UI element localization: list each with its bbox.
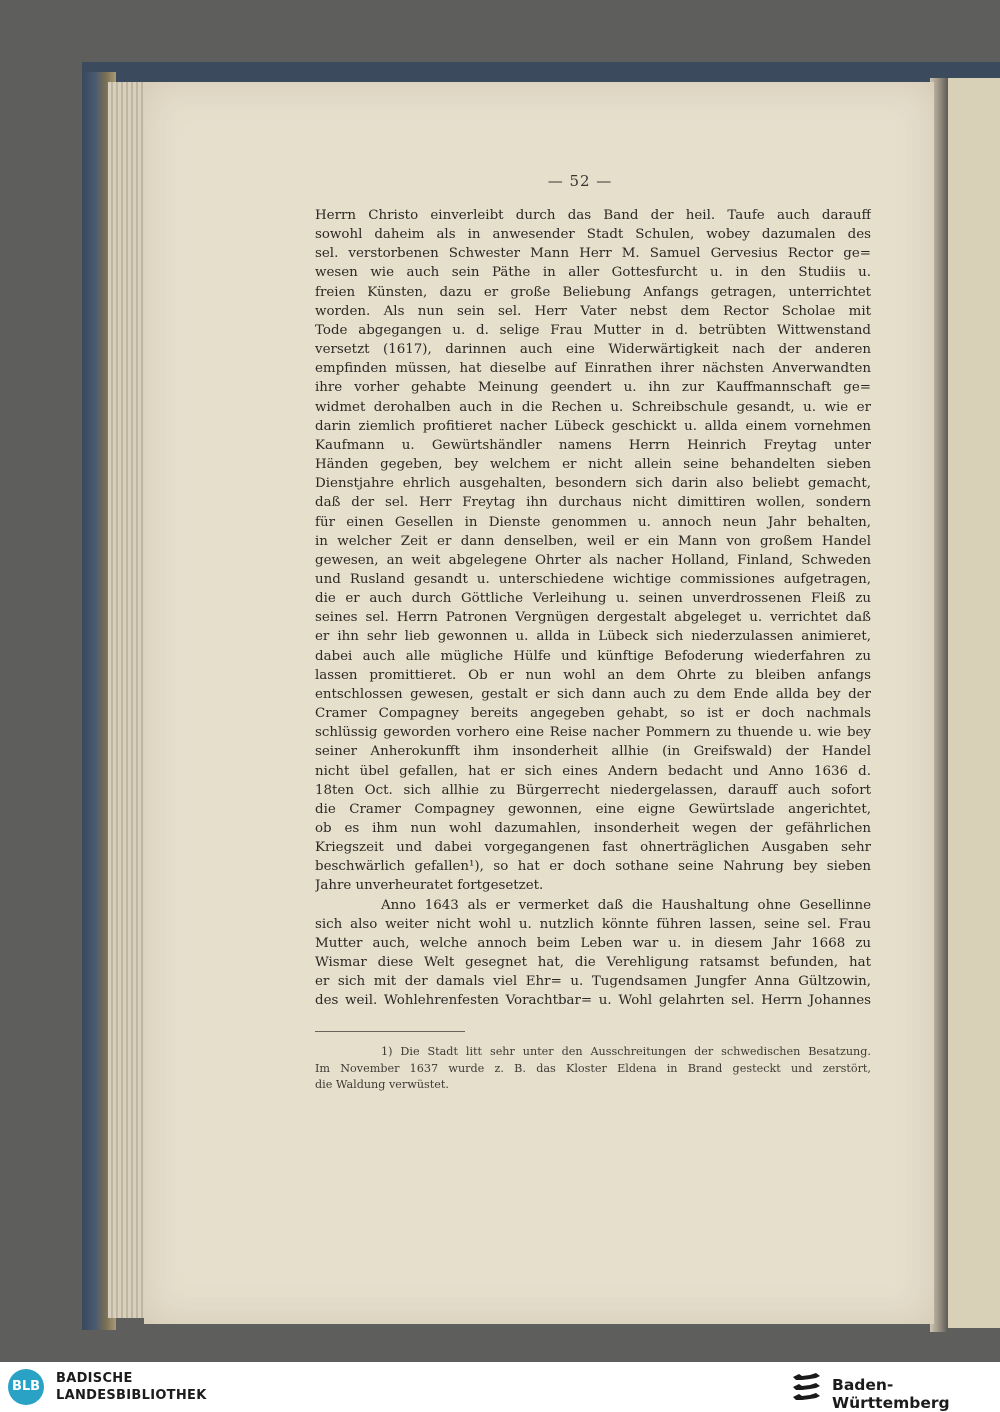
text-line: widmet derohalben auch in die Rechen u. Schreibschule gesandt, u. wie er xyxy=(315,399,871,415)
text-line: Dienstjahre ehrlich ausgehalten, besondern sich darin also beliebt gemacht, xyxy=(315,476,871,492)
text-line: wesen wie auch sein Päthe in aller Gottesfurcht u. in den Studiis u. xyxy=(315,265,871,281)
text-line: Kriegszeit und dabei vorgegangenen fast ohnerträglichen Ausgaben sehr xyxy=(315,840,871,856)
text-line: Mutter auch, welche annoch beim Leben war u. in diesem Jahr 1668 zu xyxy=(315,935,871,951)
text-line: lassen promittieret. Ob er nun wohl an dem Ohrte zu bleiben anfangs xyxy=(315,667,871,683)
text-line: des weil. Wohlehrenfesten Vorachtbar= u. Wohl gelahrten sel. Herrn Johannes xyxy=(315,993,871,1009)
text-line: schlüssig geworden vorhero eine Reise nacher Pommern zu thuende u. wie bey xyxy=(315,725,871,741)
blb-line-2: LANDESBIBLIOTHEK xyxy=(56,1388,207,1403)
text-line: seines sel. Herrn Patronen Vergnügen dergestalt abgeleget u. verrichtet daß xyxy=(315,610,871,626)
text-line: die Cramer Compagney gewonnen, eine eigne Gewürtslade angerichtet, xyxy=(315,801,871,817)
footnote-line: 1) Die Stadt litt sehr unter den Ausschreitungen der schwedischen Besatzung. xyxy=(381,1045,871,1058)
text-line: darin ziemlich profitieret nacher Lübeck geschickt u. allda einem vornehmen xyxy=(315,418,871,434)
text-line: empfinden müssen, hat dieselbe auf Einrathen ihrer nächsten Anverwandten xyxy=(315,361,871,377)
text-line: die er auch durch Göttliche Verleihung u. seinen unverdrossenen Fleiß zu xyxy=(315,591,871,607)
text-line: Händen gegeben, bey welchem er nicht allein seine behandelten sieben xyxy=(315,457,871,473)
text-line: ob es ihm nun wohl dazumahlen, insonderheit wegen der gefährlichen xyxy=(315,821,871,836)
blb-logo-icon[interactable]: BLB xyxy=(8,1369,44,1405)
footnote xyxy=(315,1044,871,1094)
text-line: Wismar diese Welt gesegnet hat, die Verehligung ratsamst befunden, hat xyxy=(315,955,871,971)
footer-bar xyxy=(0,1362,1000,1412)
text-line: für einen Gesellen in Dienste genommen u. annoch neun Jahr behalten, xyxy=(315,514,871,530)
blb-logo-text[interactable] xyxy=(56,1370,207,1404)
text-line: Cramer Compagney bereits angegeben gehabt, so ist er doch nachmals xyxy=(315,706,871,722)
text-line: ihre vorher gehabte Meinung geendert u. ihn zur Kauffmannschaft ge= xyxy=(315,380,871,396)
baden-wuerttemberg-label[interactable]: Baden-Württemberg xyxy=(832,1376,950,1412)
text-line: und Rusland gesandt u. unterschiedene wichtige commissiones aufgetragen, xyxy=(315,571,871,587)
text-line: versetzt (1617), darinnen auch eine Widerwärtigkeit nach der anderen xyxy=(315,342,871,358)
text-line: daß der sel. Herr Freytag ihn durchaus nicht dimittiren wollen, sondern xyxy=(315,495,871,511)
text-line: worden. Als nun sein sel. Herr Vater nebst dem Rector Scholae mit xyxy=(315,303,871,319)
text-line: sich also weiter nicht wohl u. nutzlich könnte führen lassen, seine sel. Frau xyxy=(315,916,871,932)
text-line: sowohl daheim als in anwesender Stadt Schulen, wobey dazumalen des xyxy=(315,227,871,243)
text-line: dabei auch alle mügliche Hülfe und künftige Befoderung wiederfahren zu xyxy=(315,648,871,664)
text-line: Jahre unverheuratet fortgesetzet. xyxy=(315,878,544,894)
blb-line-1: BADISCHE xyxy=(56,1371,133,1386)
facing-page xyxy=(946,78,1000,1328)
text-line: beschwärlich gefallen¹), so hat er doch sothane seine Nahrung bey sieben xyxy=(315,859,871,875)
page-number: — 52 — xyxy=(547,172,613,190)
footnote-line: die Waldung verwüstet. xyxy=(315,1078,449,1092)
text-line: Anno 1643 als er vermerket daß die Haushaltung ohne Gesellinne xyxy=(381,897,871,913)
text-line: Kaufmann u. Gewürtshändler namens Herrn Heinrich Freytag unter xyxy=(315,437,871,453)
text-line: seiner Anherokunfft ihm insonderheit allhie (in Greifswald) der Handel xyxy=(315,744,871,760)
body-text xyxy=(315,206,871,1011)
text-line: sel. verstorbenen Schwester Mann Herr M. Samuel Gervesius Rector ge= xyxy=(315,246,871,262)
baden-wuerttemberg-lions-icon xyxy=(790,1370,824,1404)
text-line: freien Künsten, dazu er große Beliebung Anfangs getragen, unterrichtet xyxy=(315,284,871,300)
text-line: Herrn Christo einverleibt durch das Band der heil. Taufe auch darauff xyxy=(315,208,871,223)
text-line: entschlossen gewesen, gestalt er sich dann auch zu dem Ende allda bey der xyxy=(315,686,871,702)
page-stack-edge xyxy=(108,82,148,1318)
text-line: in welcher Zeit er dann denselben, weil er ein Mann von großem Handel xyxy=(315,533,871,549)
footnote-line: Im November 1637 wurde z. B. das Kloster Eldena in Brand gesteckt und zerstört, xyxy=(315,1061,871,1075)
text-line: 18ten Oct. sich allhie zu Bürgerrecht niedergelassen, darauff auch sofort xyxy=(315,782,871,798)
text-line: Tode abgegangen u. d. selige Frau Mutter in d. betrübten Wittwenstand xyxy=(315,322,871,338)
text-line: er ihn sehr lieb gewonnen u. allda in Lübeck sich niederzulassen animieret, xyxy=(315,629,871,645)
text-line: gewesen, an weit abgelegene Ohrter als nacher Holland, Finland, Schweden xyxy=(315,552,871,568)
text-line: er sich mit der damals viel Ehr= u. Tugendsamen Jungfer Anna Gültzowin, xyxy=(315,974,871,990)
text-line: nicht übel gefallen, hat er sich eines Andern bedacht und Anno 1636 d. xyxy=(315,763,871,779)
footnote-divider xyxy=(315,1031,465,1032)
